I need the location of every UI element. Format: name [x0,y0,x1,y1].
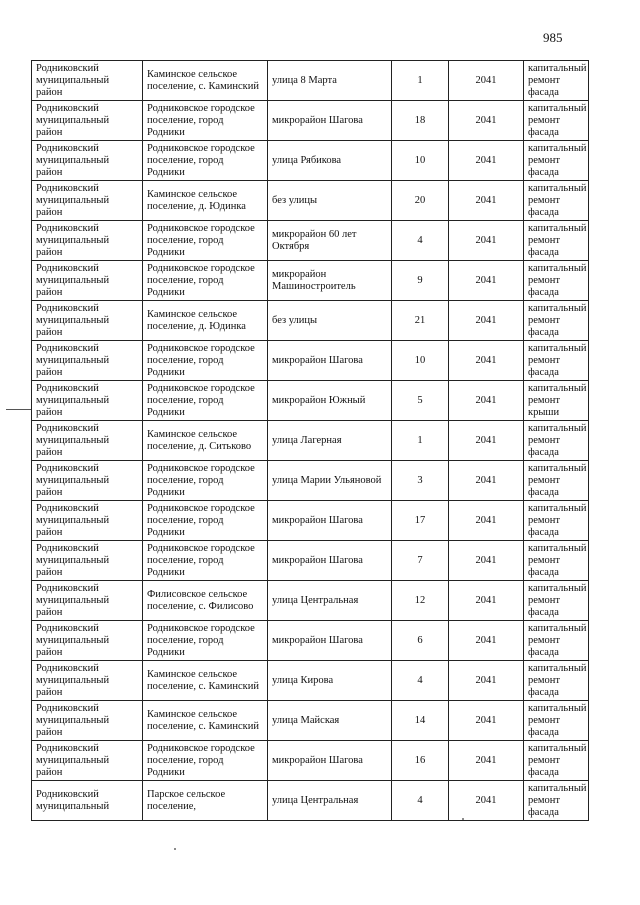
work-type-cell: капитальный ремонт фасада [524,341,589,381]
work-type-cell: капитальный ремонт фасада [524,101,589,141]
work-type-cell: капитальный ремонт фасада [524,541,589,581]
house-number-cell: 4 [392,781,449,821]
table-row [32,581,589,621]
district-cell: Родниковский муниципальный район [32,221,143,261]
work-type-cell: капитальный ремонт крыши [524,381,589,421]
year-cell: 2041 [449,741,524,781]
district-cell: Родниковский муниципальный район [32,421,143,461]
street-cell: улица Марии Ульяновой [268,461,392,501]
work-type-cell: капитальный ремонт фасада [524,221,589,261]
work-type-cell: капитальный ремонт фасада [524,461,589,501]
district-cell: Родниковский муниципальный район [32,341,143,381]
table-row [32,541,589,581]
house-number-cell: 21 [392,301,449,341]
year-cell: 2041 [449,261,524,301]
house-number-cell: 4 [392,221,449,261]
table-row [32,461,589,501]
year-cell: 2041 [449,301,524,341]
house-number-cell: 1 [392,61,449,101]
settlement-cell: Филисовское сельское поселение, с. Филисово [143,581,268,621]
table-row [32,301,589,341]
street-cell: улица Центральная [268,581,392,621]
year-cell: 2041 [449,661,524,701]
page-number: 985 [543,30,563,45]
scan-speck [174,848,176,850]
settlement-cell: Каминское сельское поселение, д. Юдинка [143,301,268,341]
settlement-cell: Родниковское городское поселение, город Родники [143,381,268,421]
district-cell: Родниковский муниципальный [32,781,143,821]
district-cell: Родниковский муниципальный район [32,501,143,541]
street-cell: улица Лагерная [268,421,392,461]
table-body [32,61,589,821]
district-cell: Родниковский муниципальный район [32,701,143,741]
work-type-cell: капитальный ремонт фасада [524,141,589,181]
house-number-cell: 14 [392,701,449,741]
work-type-cell: капитальный ремонт фасада [524,261,589,301]
settlement-cell: Каминское сельское поселение, с. Каминский [143,701,268,741]
year-cell: 2041 [449,381,524,421]
settlement-cell: Родниковское городское поселение, город Родники [143,341,268,381]
table-row [32,261,589,301]
house-number-cell: 9 [392,261,449,301]
table-row [32,501,589,541]
house-number-cell: 5 [392,381,449,421]
table-row [32,341,589,381]
year-cell: 2041 [449,461,524,501]
district-cell: Родниковский муниципальный район [32,261,143,301]
street-cell: микрорайон 60 лет Октября [268,221,392,261]
table-row [32,181,589,221]
district-cell: Родниковский муниципальный район [32,661,143,701]
street-cell: микрорайон Машиностроитель [268,261,392,301]
settlement-cell: Парское сельское поселение, [143,781,268,821]
settlement-cell: Каминское сельское поселение, с. Каминский [143,61,268,101]
settlement-cell: Родниковское городское поселение, город Родники [143,541,268,581]
street-cell: микрорайон Шагова [268,741,392,781]
margin-mark [6,409,32,410]
settlement-cell: Родниковское городское поселение, город Родники [143,501,268,541]
house-number-cell: 7 [392,541,449,581]
street-cell: улица Майская [268,701,392,741]
year-cell: 2041 [449,421,524,461]
work-type-cell: капитальный ремонт фасада [524,421,589,461]
year-cell: 2041 [449,221,524,261]
work-type-cell: капитальный ремонт фасада [524,181,589,221]
settlement-cell: Каминское сельское поселение, д. Юдинка [143,181,268,221]
street-cell: микрорайон Шагова [268,541,392,581]
street-cell: без улицы [268,181,392,221]
table-row [32,701,589,741]
district-cell: Родниковский муниципальный район [32,621,143,661]
table-row [32,661,589,701]
work-type-cell: капитальный ремонт фасада [524,741,589,781]
year-cell: 2041 [449,701,524,741]
work-type-cell: капитальный ремонт фасада [524,501,589,541]
table-row [32,741,589,781]
street-cell: микрорайон Шагова [268,101,392,141]
street-cell: микрорайон Шагова [268,341,392,381]
district-cell: Родниковский муниципальный район [32,141,143,181]
settlement-cell: Родниковское городское поселение, город Родники [143,101,268,141]
table-row [32,381,589,421]
settlement-cell: Родниковское городское поселение, город Родники [143,741,268,781]
district-cell: Родниковский муниципальный район [32,181,143,221]
year-cell: 2041 [449,101,524,141]
year-cell: 2041 [449,501,524,541]
housing-repair-table [31,60,589,821]
year-cell: 2041 [449,141,524,181]
settlement-cell: Каминское сельское поселение, д. Ситьково [143,421,268,461]
table-row [32,101,589,141]
district-cell: Родниковский муниципальный район [32,101,143,141]
house-number-cell: 17 [392,501,449,541]
year-cell: 2041 [449,621,524,661]
district-cell: Родниковский муниципальный район [32,461,143,501]
settlement-cell: Родниковское городское поселение, город Родники [143,621,268,661]
table-row [32,421,589,461]
district-cell: Родниковский муниципальный район [32,61,143,101]
street-cell: улица Рябикова [268,141,392,181]
year-cell: 2041 [449,61,524,101]
district-cell: Родниковский муниципальный район [32,301,143,341]
house-number-cell: 16 [392,741,449,781]
year-cell: 2041 [449,181,524,221]
street-cell: улица 8 Марта [268,61,392,101]
table-row [32,781,589,821]
house-number-cell: 1 [392,421,449,461]
year-cell: 2041 [449,341,524,381]
house-number-cell: 3 [392,461,449,501]
year-cell: 2041 [449,581,524,621]
house-number-cell: 10 [392,341,449,381]
work-type-cell: капитальный ремонт фасада [524,581,589,621]
settlement-cell: Родниковское городское поселение, город Родники [143,261,268,301]
street-cell: микрорайон Южный [268,381,392,421]
table-row [32,61,589,101]
street-cell: улица Центральная [268,781,392,821]
street-cell: без улицы [268,301,392,341]
street-cell: микрорайон Шагова [268,501,392,541]
work-type-cell: капитальный ремонт фасада [524,781,589,821]
settlement-cell: Родниковское городское поселение, город Родники [143,461,268,501]
table-row [32,221,589,261]
street-cell: улица Кирова [268,661,392,701]
work-type-cell: капитальный ремонт фасада [524,621,589,661]
street-cell: микрорайон Шагова [268,621,392,661]
settlement-cell: Родниковское городское поселение, город Родники [143,141,268,181]
work-type-cell: капитальный ремонт фасада [524,661,589,701]
district-cell: Родниковский муниципальный район [32,381,143,421]
table-row [32,141,589,181]
year-cell: 2041 [449,541,524,581]
year-cell: 2041 [449,781,524,821]
house-number-cell: 6 [392,621,449,661]
work-type-cell: капитальный ремонт фасада [524,61,589,101]
work-type-cell: капитальный ремонт фасада [524,301,589,341]
district-cell: Родниковский муниципальный район [32,741,143,781]
house-number-cell: 20 [392,181,449,221]
table-row [32,621,589,661]
settlement-cell: Каминское сельское поселение, с. Каминский [143,661,268,701]
house-number-cell: 4 [392,661,449,701]
house-number-cell: 18 [392,101,449,141]
settlement-cell: Родниковское городское поселение, город Родники [143,221,268,261]
district-cell: Родниковский муниципальный район [32,541,143,581]
house-number-cell: 10 [392,141,449,181]
house-number-cell: 12 [392,581,449,621]
district-cell: Родниковский муниципальный район [32,581,143,621]
work-type-cell: капитальный ремонт фасада [524,701,589,741]
